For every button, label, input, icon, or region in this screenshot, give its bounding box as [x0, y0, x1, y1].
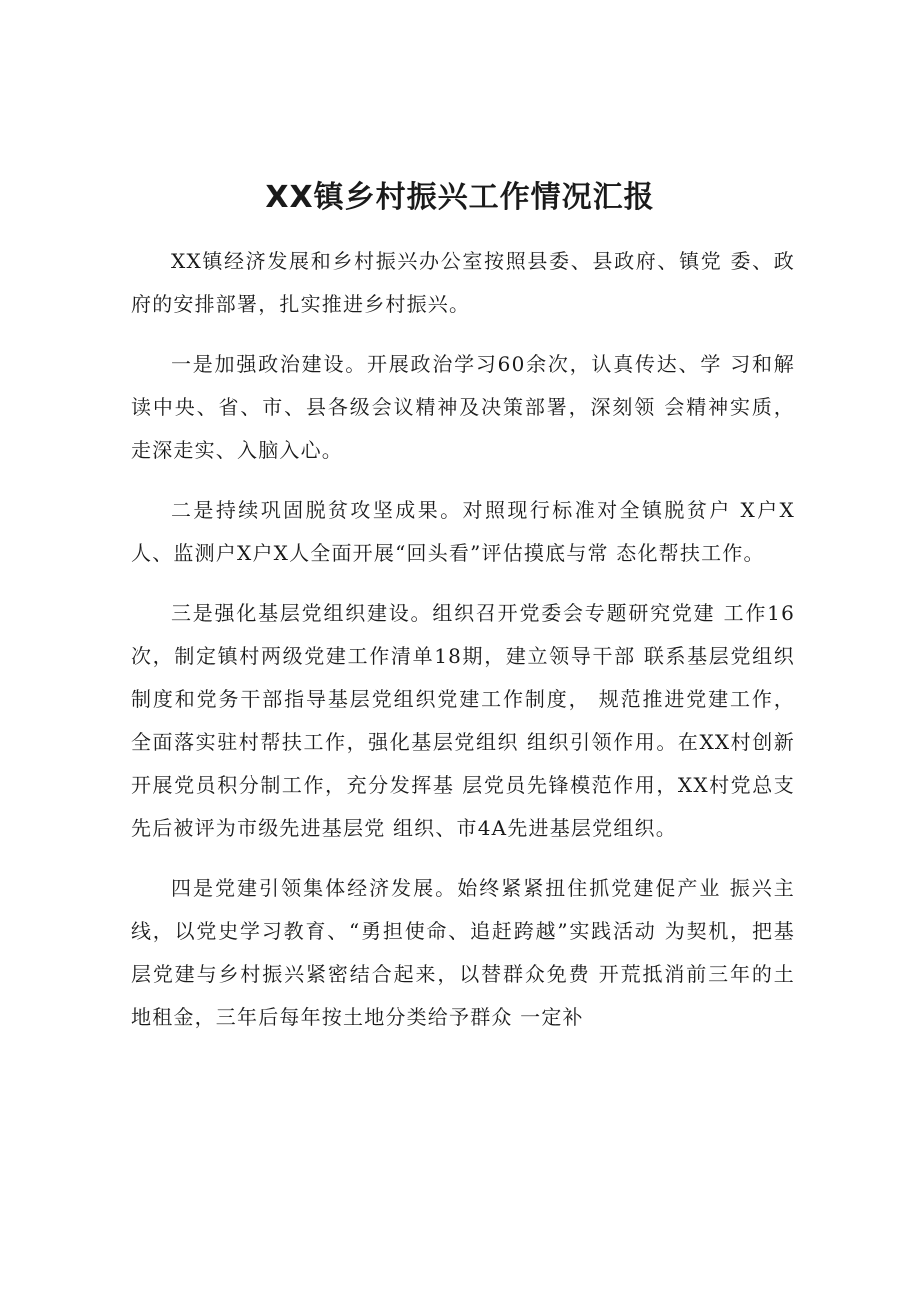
document-body	[131, 240, 795, 1056]
paragraph-political-building: 一是加强政治建设。开展政治学习60余次，认真传达、学 习和解读中央、省、市、县各级会议精神及决策部署，深刻领 会精神实质，走深走实、入脑入心。	[131, 352, 795, 462]
paragraph-party-organization: 三是强化基层党组织建设。组织召开党委会专题研究党建 工作16次，制定镇村两级党建工作清单18期，建立领导干部 联系基层党组织制度和党务干部指导基层党组织党建工作制度， 规范推进党建工作，全面落实驻村帮扶工作，强化基层党组织 组织引领作用。在XX村创新开展党员积分制工作，充分发挥基 层党员先锋模范作用，XX村党总支先后被评为市级先进基层党 组织、市4A先进基层党组织。	[131, 601, 795, 840]
document-title: XX镇乡村振兴工作情况汇报	[265, 180, 655, 215]
paragraph-poverty-results: 二是持续巩固脱贫攻坚成果。对照现行标准对全镇脱贫户 X户X人、监测户X户X人全面开展“回头看”评估摸底与常 态化帮扶工作。	[131, 498, 795, 565]
paragraph-collective-economy: 四是党建引领集体经济发展。始终紧紧扭住抓党建促产业 振兴主线，以党史学习教育、“勇担使命、追赶跨越”实践活动 为契机，把基层党建与乡村振兴紧密结合起来，以替群众免费 开荒抵消前三年的土地租金，三年后每年按土地分类给予群众 一定补	[131, 876, 795, 1029]
paragraph-intro: XX镇经济发展和乡村振兴办公室按照县委、县政府、镇党 委、政府的安排部署，扎实推进乡村振兴。	[131, 249, 795, 316]
